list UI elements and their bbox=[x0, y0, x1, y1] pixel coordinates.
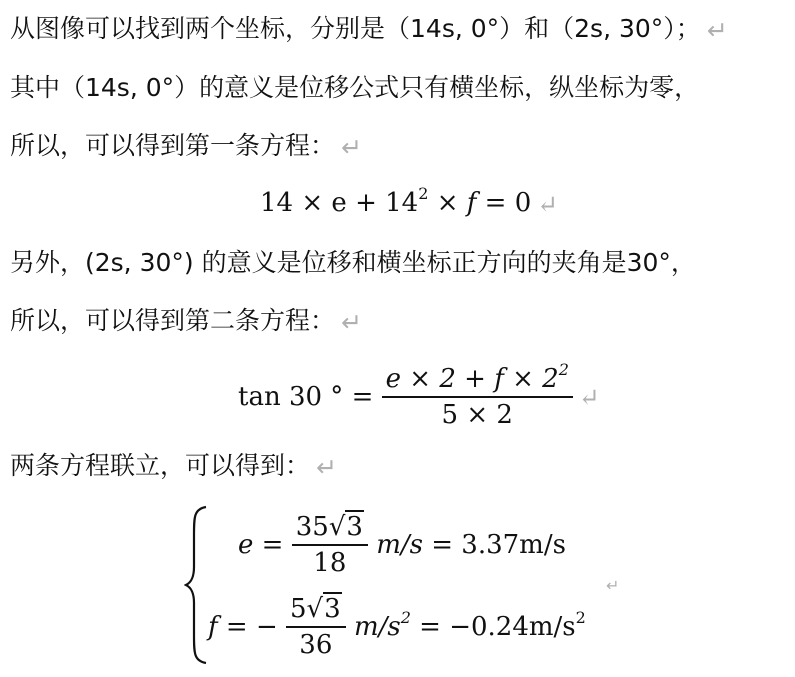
text-line-6 bbox=[10, 306, 362, 338]
paragraph-mark-icon: ↵ bbox=[606, 576, 620, 595]
text-line-3 bbox=[10, 131, 362, 163]
eq1-times-2: × bbox=[436, 188, 459, 218]
paragraph-mark-icon: ↵ bbox=[537, 190, 559, 219]
paragraph-mark-icon: ↵ bbox=[578, 382, 600, 412]
eq1-zero: 0 bbox=[514, 188, 532, 218]
sys-r2-unit-text: m/s bbox=[353, 612, 401, 642]
sys-r2-value-exp: 2 bbox=[575, 608, 586, 627]
sys-r2-radicand: 3 bbox=[324, 594, 341, 624]
eq2-denominator: 5 × 2 bbox=[382, 396, 573, 432]
sys-r2-var: f bbox=[208, 612, 218, 642]
sys-r1-coef: 35 bbox=[295, 512, 329, 542]
eq1-times-1: × bbox=[301, 188, 324, 218]
sys-r2-unit bbox=[353, 608, 411, 642]
system-row-1 bbox=[238, 510, 566, 580]
paragraph-mark-icon: ↵ bbox=[316, 453, 337, 482]
sys-r2-coef: 5 bbox=[290, 594, 307, 624]
sys-r1-unit: m/s bbox=[376, 530, 423, 560]
text-line-8 bbox=[10, 451, 337, 483]
line-6-text: 所以，可以得到第二条方程： bbox=[10, 306, 336, 335]
sys-r1-numerator bbox=[292, 510, 368, 544]
eq2-fraction bbox=[382, 362, 573, 432]
left-brace-icon bbox=[184, 505, 210, 665]
eq2-numerator bbox=[382, 362, 573, 396]
line-3-text: 所以，可以得到第一条方程： bbox=[10, 131, 336, 160]
paragraph-mark-icon: ↵ bbox=[341, 308, 362, 337]
sqrt-icon: √3 bbox=[306, 594, 341, 624]
eq1-a: 14 bbox=[260, 188, 294, 218]
text-line-5 bbox=[10, 248, 696, 278]
sys-r2-fraction bbox=[286, 592, 346, 662]
equation-2 bbox=[238, 362, 600, 432]
system-row-2 bbox=[208, 592, 586, 662]
text-line-2 bbox=[10, 73, 699, 103]
sys-r1-denominator: 18 bbox=[292, 544, 368, 580]
eq1-eq: = bbox=[484, 188, 507, 218]
line-2-text: 其中（14s, 0°）的意义是位移公式只有横坐标，纵坐标为零， bbox=[10, 73, 700, 102]
eq2-num-exp: 2 bbox=[558, 360, 569, 379]
paragraph-mark-icon: ↵ bbox=[706, 16, 728, 45]
text-line-1 bbox=[10, 14, 728, 46]
sys-r2-numerator bbox=[286, 592, 346, 626]
line-1-text: 从图像可以找到两个坐标，分别是（14s, 0°）和（2s, 30°）； bbox=[10, 14, 701, 43]
sys-r1-value: = 3.37m/s bbox=[431, 530, 566, 560]
equation-1 bbox=[260, 184, 559, 219]
sys-r2-eq: = − bbox=[225, 612, 278, 642]
eq1-plus: + bbox=[355, 188, 377, 218]
sys-r2-unit-exp: 2 bbox=[400, 608, 411, 627]
eq1-b-exp: 2 bbox=[418, 184, 429, 203]
sys-r1-var: e bbox=[238, 530, 254, 560]
line-8-text: 两条方程联立，可以得到： bbox=[10, 451, 311, 480]
eq1-e: e bbox=[331, 188, 347, 218]
sys-r2-value bbox=[419, 608, 586, 642]
sys-r1-fraction bbox=[292, 510, 368, 580]
sys-r2-value-text: = −0.24m/s bbox=[419, 612, 576, 642]
sys-r1-radicand: 3 bbox=[346, 512, 363, 542]
eq2-num-text: e × 2 + f × 2 bbox=[385, 364, 559, 394]
eq1-f: f bbox=[466, 188, 477, 218]
line-5-text: 另外，(2s, 30°) 的意义是位移和横坐标正方向的夹角是30°， bbox=[10, 248, 696, 277]
sys-r1-eq: = bbox=[261, 530, 284, 560]
sqrt-icon: √3 bbox=[328, 512, 363, 542]
eq1-b: 14 bbox=[385, 188, 419, 218]
paragraph-mark-icon: ↵ bbox=[341, 133, 362, 162]
sys-r2-denominator: 36 bbox=[286, 626, 346, 662]
eq2-lhs: tan 30 ° bbox=[238, 382, 344, 412]
eq2-eq: = bbox=[351, 382, 374, 412]
